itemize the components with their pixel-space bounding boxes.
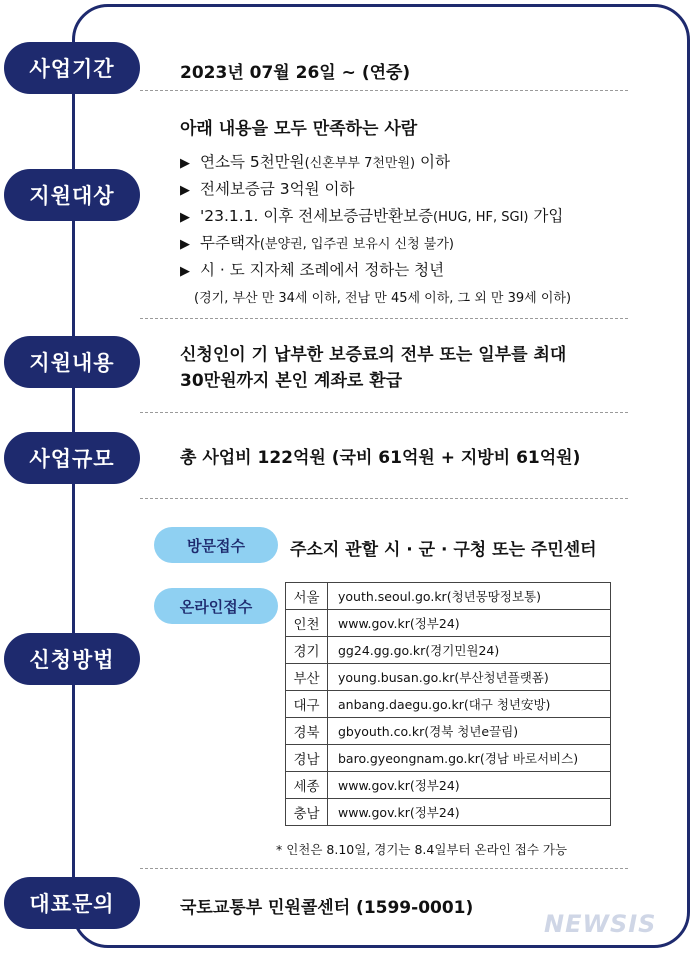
region-cell: 부산 <box>286 664 328 691</box>
online-tag: 온라인접수 <box>154 588 278 624</box>
table-row <box>286 664 611 691</box>
contact-text: 국토교통부 민원콜센터 (1599-0001) <box>180 898 474 918</box>
label-content: 지원내용 <box>4 336 140 388</box>
url-cell: anbang.daegu.go.kr(대구 청년安방) <box>328 691 611 718</box>
table-row <box>286 799 611 826</box>
divider <box>140 318 628 319</box>
region-cell: 경남 <box>286 745 328 772</box>
table-row <box>286 610 611 637</box>
triangle-bullet-icon: ▶ <box>180 237 190 252</box>
url-cell: www.gov.kr(정부24) <box>328 799 611 826</box>
target-age-note: (경기, 부산 만 34세 이하, 전남 만 45세 이하, 그 외 만 39세 이하) <box>194 291 572 306</box>
target-heading: 아래 내용을 모두 만족하는 사람 <box>180 119 418 139</box>
content-line-1: 신청인이 기 납부한 보증료의 전부 또는 일부를 최대 <box>180 345 567 365</box>
triangle-bullet-icon: ▶ <box>180 210 190 225</box>
content-line-2: 30만원까지 본인 계좌로 환급 <box>180 371 403 391</box>
triangle-bullet-icon: ▶ <box>180 264 190 279</box>
region-cell: 대구 <box>286 691 328 718</box>
region-cell: 인천 <box>286 610 328 637</box>
triangle-bullet-icon: ▶ <box>180 156 190 171</box>
region-cell: 세종 <box>286 772 328 799</box>
target-item: ▶ 연소득 5천만원(신혼부부 7천만원) 이하 <box>180 153 450 171</box>
region-cell: 충남 <box>286 799 328 826</box>
divider <box>140 868 628 869</box>
url-cell: www.gov.kr(정부24) <box>328 772 611 799</box>
table-row <box>286 718 611 745</box>
divider <box>140 90 628 91</box>
target-item: ▶ 전세보증금 3억원 이하 <box>180 180 355 198</box>
url-cell: www.gov.kr(정부24) <box>328 610 611 637</box>
region-cell: 경북 <box>286 718 328 745</box>
label-method: 신청방법 <box>4 633 140 685</box>
target-item: ▶ '23.1.1. 이후 전세보증금반환보증(HUG, HF, SGI) 가입 <box>180 207 564 225</box>
online-footnote: * 인천은 8.10일, 경기는 8.4일부터 온라인 접수 가능 <box>276 842 568 857</box>
newsis-watermark-logo: NEWSIS <box>544 910 657 938</box>
divider <box>140 498 628 499</box>
target-item: ▶ 무주택자(분양권, 입주권 보유시 신청 불가) <box>180 234 454 252</box>
label-target: 지원대상 <box>4 169 140 221</box>
divider <box>140 412 628 413</box>
label-scale: 사업규모 <box>4 432 140 484</box>
online-sites-table <box>285 582 611 826</box>
url-cell: gbyouth.co.kr(경북 청년e끌림) <box>328 718 611 745</box>
region-cell: 서울 <box>286 583 328 610</box>
label-period: 사업기간 <box>4 42 140 94</box>
url-cell: baro.gyeongnam.go.kr(경남 바로서비스) <box>328 745 611 772</box>
triangle-bullet-icon: ▶ <box>180 183 190 198</box>
table-row <box>286 772 611 799</box>
table-row <box>286 583 611 610</box>
table-row <box>286 691 611 718</box>
target-item: ▶ 시 · 도 지자체 조례에서 정하는 청년 <box>180 261 445 279</box>
url-cell: young.busan.go.kr(부산청년플랫폼) <box>328 664 611 691</box>
period-text: 2023년 07월 26일 ~ (연중) <box>180 63 411 83</box>
table-row <box>286 637 611 664</box>
visit-text: 주소지 관할 시 · 군 · 구청 또는 주민센터 <box>290 540 597 560</box>
visit-tag: 방문접수 <box>154 527 278 563</box>
scale-text: 총 사업비 122억원 (국비 61억원 + 지방비 61억원) <box>180 448 581 468</box>
label-contact: 대표문의 <box>4 877 140 929</box>
url-cell: youth.seoul.go.kr(청년몽땅정보통) <box>328 583 611 610</box>
url-cell: gg24.gg.go.kr(경기민원24) <box>328 637 611 664</box>
table-row <box>286 745 611 772</box>
region-cell: 경기 <box>286 637 328 664</box>
